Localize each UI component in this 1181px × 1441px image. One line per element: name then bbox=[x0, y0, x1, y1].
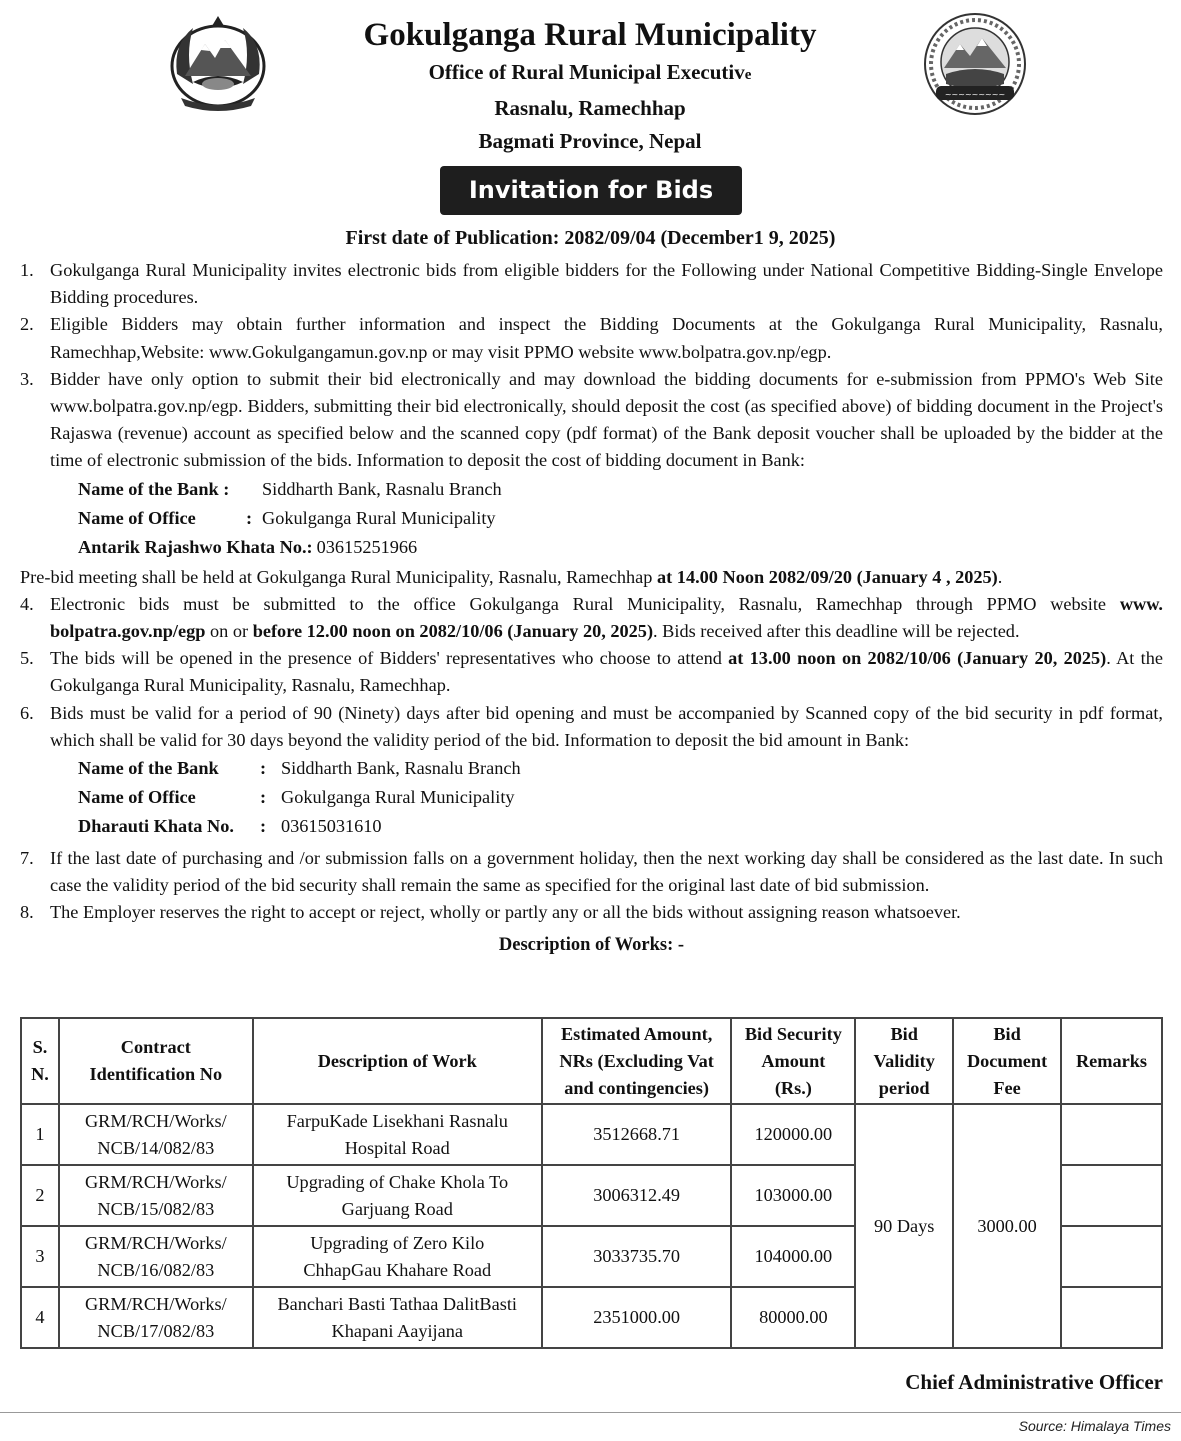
bank-info-cost: Name of the Bank : Siddharth Bank, Rasnalu Branch Name of Office : Gokulganga Rural Municipality Antarik Rajashwo Khata No.: 03615251966 bbox=[78, 478, 502, 557]
list-item: 5. The bids will be opened in the presence of Bidders' representatives who choose to attend at 13.00 noon on 2082/10/06 (January 20, 2025). At the Gokulganga Rural Municipality, Rasnalu, Ramechhap. bbox=[20, 648, 1163, 696]
col-estimated-amount: Estimated Amount, NRs (Excluding Vat and contingencies) bbox=[542, 1018, 732, 1104]
list-item: 1. Gokulganga Rural Municipality invites electronic bids from eligible bidders for the Following under National Competitive Bidding-Single Envelope Bidding procedures. bbox=[20, 260, 1163, 308]
table-row: 4 GRM/RCH/Works/ NCB/17/082/83 Banchari Basti Tathaa DalitBasti Khapani Aayijana 2351000.00 80000.00 bbox=[21, 1287, 1162, 1348]
list-item: 7. If the last date of purchasing and /or submission falls on a government holiday, then the next working day shall be considered as the last date. In such case the validity period of the bid security shall remain the same as specified for the original last date of bid submission. bbox=[20, 848, 1163, 896]
col-remarks: Remarks bbox=[1061, 1018, 1162, 1104]
table-header-row bbox=[21, 1018, 1162, 1104]
publication-date: First date of Publication: 2082/09/04 (December1 9, 2025) bbox=[345, 227, 836, 249]
validity-cell: 90 Days bbox=[855, 1104, 953, 1348]
prebid-meeting: Pre-bid meeting shall be held at Gokulganga Rural Municipality, Rasnalu, Ramechhap at 14.00 Noon 2082/09/20 (January 4 , 2025). bbox=[20, 566, 1003, 587]
list-item: 8. The Employer reserves the right to accept or reject, wholly or partly any or all the bids without assigning reason whatsoever. bbox=[20, 902, 961, 923]
municipality-title: Gokulganga Rural Municipality bbox=[363, 17, 817, 53]
col-contract-id: Contract Identification No bbox=[59, 1018, 253, 1104]
col-bid-security: Bid Security Amount (Rs.) bbox=[731, 1018, 855, 1104]
invitation-for-bids-banner: Invitation for Bids bbox=[440, 166, 742, 215]
col-doc-fee: Bid Document Fee bbox=[953, 1018, 1061, 1104]
list-item: 2. Eligible Bidders may obtain further information and inspect the Bidding Documents at the Gokulganga Rural Municipality, Rasnalu, Ramechhap,Website: www.Gokulgangamun.gov.np or may visit PPMO website www.bolpatra.gov.np/egp. bbox=[20, 314, 1163, 362]
fee-cell: 3000.00 bbox=[953, 1104, 1061, 1348]
table-row: 2 GRM/RCH/Works/ NCB/15/082/83 Upgrading of Chake Khola To Garjuang Road 3006312.49 103000.00 bbox=[21, 1165, 1162, 1226]
signatory: Chief Administrative Officer bbox=[905, 1370, 1163, 1394]
works-title: Description of Works: - bbox=[498, 934, 685, 955]
source-credit: Source: Himalaya Times bbox=[1018, 1418, 1171, 1434]
office-name: Office of Rural Municipal Executive bbox=[428, 60, 752, 84]
col-sn: S. N. bbox=[21, 1018, 59, 1104]
notice-body bbox=[20, 257, 1163, 959]
col-validity: Bid Validity period bbox=[855, 1018, 953, 1104]
nepal-emblem-icon bbox=[163, 14, 273, 114]
table-row: 3 GRM/RCH/Works/ NCB/16/082/83 Upgrading of Zero Kilo ChhapGau Khahare Road 3033735.70 104000.00 bbox=[21, 1226, 1162, 1287]
list-item: 6. Bids must be valid for a period of 90 (Ninety) days after bid opening and must be accompanied by Scanned copy of the bid security in pdf format, which shall be valid for 30 days beyond the validity period of the bid. Information to deposit the bid amount in Bank: bbox=[20, 702, 1163, 750]
works-table bbox=[20, 1017, 1163, 1349]
table-row: 1 GRM/RCH/Works/ NCB/14/082/83 FarpuKade Lisekhani Rasnalu Hospital Road 3512668.71 120000.00 90 Days 3000.00 bbox=[21, 1104, 1162, 1165]
letterhead bbox=[300, 14, 880, 158]
svg-text:~~~~~~~~~: ~~~~~~~~~ bbox=[944, 90, 1006, 99]
bank-info-security: Name of the Bank : Siddharth Bank, Rasnalu Branch Name of Office : Gokulganga Rural Municipality Dharauti Khata No. : 03615031610 bbox=[78, 758, 521, 837]
province-line: Bagmati Province, Nepal bbox=[478, 129, 702, 153]
list-item: 4. Electronic bids must be submitted to the office Gokulganga Rural Municipality, Rasnalu, Ramechhap through PPMO website www. bolpatra.gov.np/egp on or before 12.00 noon on 2082/10/06 (January 20, 2025). Bids received after this deadline will be rejected. bbox=[20, 593, 1163, 642]
list-item: 3. Bidder have only option to submit their bid electronically and may download the bidding documents for e-submission from PPMO's Web Site www.bolpatra.gov.np/egp. Bidders, submitting their bid electronically, should deposit the cost (as specified above) of bidding document in the Project's Rajaswa (revenue) account as specified below and the scanned copy (pdf format) of the Bank deposit voucher shall be uploaded by the bidder at the time of electronic submission of the bids. Information to deposit the cost of bidding document in Bank: bbox=[20, 368, 1163, 471]
col-description: Description of Work bbox=[253, 1018, 542, 1104]
municipality-logo-icon bbox=[922, 8, 1028, 120]
divider bbox=[0, 1412, 1181, 1413]
address-line: Rasnalu, Ramechhap bbox=[494, 96, 686, 120]
